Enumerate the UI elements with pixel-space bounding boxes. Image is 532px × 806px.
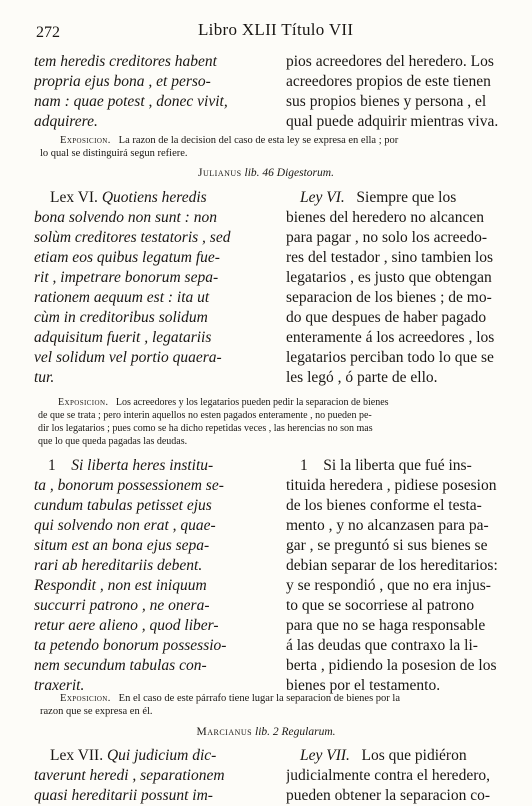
spanish-line: res del testador , sino tambien los (286, 249, 494, 266)
page-number: 272 (36, 24, 60, 41)
spanish-line: para que no se haga responsable (286, 617, 486, 634)
latin-line: Qui judicium dic- (106, 747, 217, 764)
spanish-line: y se respondió , que no era injus- (286, 577, 491, 594)
source-citation (0, 726, 532, 738)
latin-line: tem heredis creditores habent (34, 53, 217, 70)
latin-line: adquirere. (34, 113, 98, 130)
paragraph-number: 1 (48, 457, 56, 474)
paragraph-number: 1 (300, 457, 308, 474)
note-line: lo qual se distinguirá segun refiere. (40, 148, 188, 159)
note-line: que lo que queda pagadas las deudas. (38, 436, 188, 447)
note-line: dir los legatarios ; pues como se ha dicho repetidas veces , las herencias no son mas (38, 423, 373, 434)
latin-column (34, 746, 270, 806)
spanish-line: bienes del heredero no alcancen (286, 209, 484, 226)
exposicion-note (38, 396, 498, 448)
note-line: de que se trata ; pero interin aquellos no esten pagados enteramente , no pueden pe- (38, 410, 372, 421)
note-line: Los acreedores y los legatarios pueden pedir la separacion de bienes (115, 397, 389, 408)
spanish-line: Siempre que los (356, 189, 457, 206)
latin-line: etiam eos quibus legatum fue- (34, 249, 220, 266)
source-author: Marcianus (196, 726, 253, 738)
exposicion-note (40, 134, 500, 160)
latin-line: rari ab hereditariis debent. (34, 557, 203, 574)
latin-line: nam : quae potest , donec vivit, (34, 93, 228, 110)
latin-line: traxerit. (34, 677, 85, 694)
source-citation (0, 167, 532, 179)
latin-line: propria ejus bona , et perso- (34, 73, 211, 90)
spanish-line: acreedores propios de este tienen (286, 73, 491, 90)
spanish-line: legatarios , es justo que obtengan (286, 269, 492, 286)
spanish-line: mento , y no alcanzasen para pa- (286, 517, 489, 534)
spanish-line: separacion de los bienes ; de mo- (286, 289, 492, 306)
spanish-line: gar , se preguntó si sus bienes se (286, 537, 488, 554)
exposicion-note (40, 692, 500, 718)
law-heading: Lex VII. (50, 747, 104, 764)
running-title: Libro XLII Título VII (198, 20, 354, 39)
latin-line: nem secundum tabulas con- (34, 657, 207, 674)
spanish-line: debian separar de los hereditarios: (286, 557, 498, 574)
spanish-line: enteramente á los acreedores , los (286, 329, 495, 346)
note-label: Exposicion. (60, 135, 111, 146)
running-header (0, 10, 532, 40)
spanish-line: para pagar , no solo los acreedo- (286, 229, 487, 246)
latin-line: cùm in creditoribus solidum (34, 309, 208, 326)
law-heading: Ley VI. (300, 189, 345, 206)
latin-line: situm est an bona ejus sepa- (34, 537, 210, 554)
spanish-line: legatarios perciban todo lo que se (286, 349, 494, 366)
latin-line: rit , impetrare bonorum sepa- (34, 269, 219, 286)
latin-line: quasi hereditarii possunt im- (34, 787, 213, 804)
spanish-column (286, 746, 504, 806)
latin-line: vel solidum vel portio quaera- (34, 349, 222, 366)
latin-line: Si liberta heres institu- (71, 457, 214, 474)
latin-line: taverunt heredi , separationem (34, 767, 225, 784)
latin-line: ta petendo bonorum possessio- (34, 637, 227, 654)
spanish-line: do que despues de haber pagado (286, 309, 487, 326)
latin-line: qui solvendo non erat , quae- (34, 517, 216, 534)
spanish-line: to que se socorriese al patrono (286, 597, 475, 614)
latin-line: tur. (34, 369, 55, 386)
latin-column (34, 188, 270, 388)
spanish-column (286, 456, 504, 696)
latin-line: Respondit , non est iniquum (34, 577, 207, 594)
spanish-line: judicialmente contra el heredero, (286, 767, 490, 784)
law-heading: Ley VII. (300, 747, 350, 764)
source-work: lib. 2 Regularum. (255, 726, 336, 738)
latin-line: solùm creditores testatoris , sed (34, 229, 231, 246)
latin-line: cundum tabulas petisset ejus (34, 497, 212, 514)
latin-line: ta , bonorum possessionem se- (34, 477, 224, 494)
latin-column (34, 52, 270, 132)
latin-line: succurri patrono , ne onera- (34, 597, 210, 614)
spanish-line: bienes por el testamento. (286, 677, 441, 694)
spanish-line: qual puede adquirir mientras viva. (286, 113, 499, 130)
latin-line: Quotiens heredis (101, 189, 207, 206)
note-line: La razon de la decision del caso de esta ley se expresa en ella ; por (118, 135, 399, 146)
source-author: Julianus (198, 167, 242, 179)
law-heading: Lex VI. (50, 189, 98, 206)
spanish-line: Si la liberta que fué ins- (323, 457, 472, 474)
latin-column (34, 456, 270, 696)
spanish-line: les legó , ó parte de ello. (286, 369, 438, 386)
spanish-line: berta , pidiendo la posesion de los (286, 657, 497, 674)
note-line: En el caso de este párrafo tiene lugar la separacion de bienes por la (118, 693, 400, 704)
spanish-line: Los que pidiéron (361, 747, 467, 764)
spanish-line: pueden obtener la separacion co- (286, 787, 490, 804)
spanish-line: sus propios bienes y persona , el (286, 93, 487, 110)
spanish-column (286, 188, 504, 388)
spanish-column (286, 52, 504, 132)
spanish-line: de los bienes conforme el testa- (286, 497, 482, 514)
latin-line: rationem aequum est : ita ut (34, 289, 210, 306)
spanish-line: tituida heredera , pidiese posesion (286, 477, 497, 494)
note-line: razon que se expresa en él. (40, 706, 153, 717)
note-label: Exposicion. (60, 693, 111, 704)
spanish-line: pios acreedores del heredero. Los (286, 53, 494, 70)
note-label: Exposicion. (58, 397, 109, 408)
latin-line: retur aere alieno , quod liber- (34, 617, 219, 634)
latin-line: bona solvendo non sunt : non (34, 209, 217, 226)
latin-line: adquisitum fuerit , legatariis (34, 329, 212, 346)
source-work: lib. 46 Digestorum. (244, 167, 334, 179)
spanish-line: á las deudas que contraxo la li- (286, 637, 478, 654)
